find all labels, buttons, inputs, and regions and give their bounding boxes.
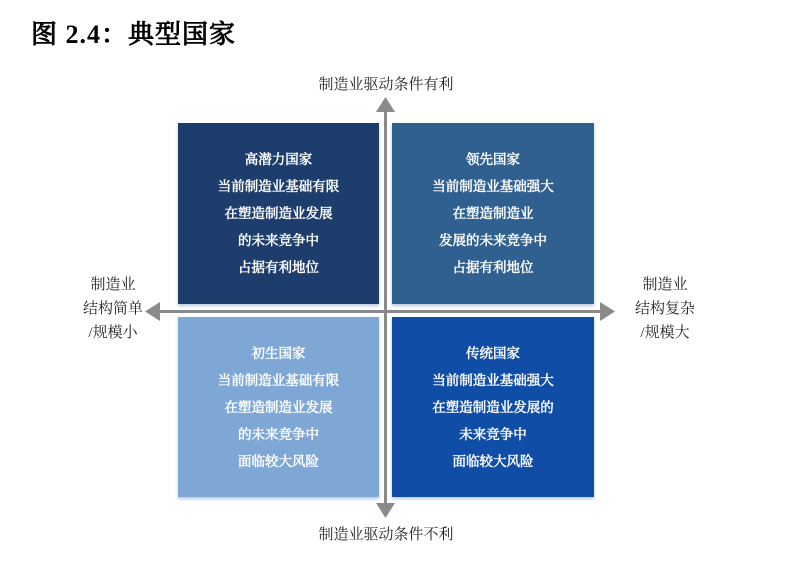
right-axis-label-line: 制造业 (642, 277, 688, 293)
quadrant-line: 占据有利地位 (452, 260, 534, 275)
right-axis-label (614, 273, 716, 345)
quadrant-title-line: 传统国家 (466, 345, 520, 361)
quadrant-nascent (178, 317, 379, 497)
quadrant-line: 当前制造业基础有限 (217, 372, 340, 388)
quadrant-line: 未来竞争中 (459, 426, 527, 442)
quadrant-line: 发展的未来竞争中 (439, 233, 547, 248)
quadrant-legacy (392, 317, 594, 497)
vertical-axis-line (384, 110, 387, 505)
quadrant-line: 面临较大风险 (452, 453, 534, 469)
right-axis-label-line: /规模大 (640, 325, 690, 341)
quadrant-line: 占据有利地位 (238, 260, 319, 275)
horizontal-axis-line (158, 310, 602, 313)
right-axis-label-line: 结构复杂 (634, 301, 695, 317)
quadrant-title-line: 高潜力国家 (244, 152, 313, 167)
quadrant-line: 的未来竞争中 (238, 426, 319, 442)
quadrant-line: 当前制造业基础强大 (432, 179, 554, 194)
quadrant-title-line: 领先国家 (466, 152, 520, 167)
left-axis-label-line: 制造业 (90, 277, 136, 293)
right-arrowhead-icon (600, 302, 615, 321)
quadrant-line: 在塑造制造业发展的 (432, 399, 554, 415)
quadrant-title-line: 初生国家 (251, 345, 306, 361)
figure-title: 图 2.4：典型国家 (31, 20, 237, 49)
down-arrowhead-icon (376, 503, 395, 518)
quadrant-line: 在塑造制造业发展 (224, 399, 333, 415)
quadrant-line: 当前制造业基础强大 (432, 372, 554, 388)
top-axis-label: 制造业驱动条件有利 (318, 77, 454, 93)
quadrant-line: 在塑造制造业发展 (224, 206, 333, 221)
quadrant-line: 当前制造业基础有限 (217, 179, 340, 194)
left-axis-label-line: /规模小 (88, 325, 138, 341)
quadrant-line: 的未来竞争中 (238, 233, 319, 248)
quadrant-line: 面临较大风险 (238, 453, 319, 469)
left-axis-label-line: 结构简单 (82, 301, 143, 317)
quadrant-high-potential (178, 123, 379, 304)
quadrant-leading (392, 123, 594, 304)
left-axis-label (62, 273, 164, 345)
bottom-axis-label: 制造业驱动条件不利 (318, 527, 454, 543)
quadrant-line: 在塑造制造业 (452, 206, 534, 221)
